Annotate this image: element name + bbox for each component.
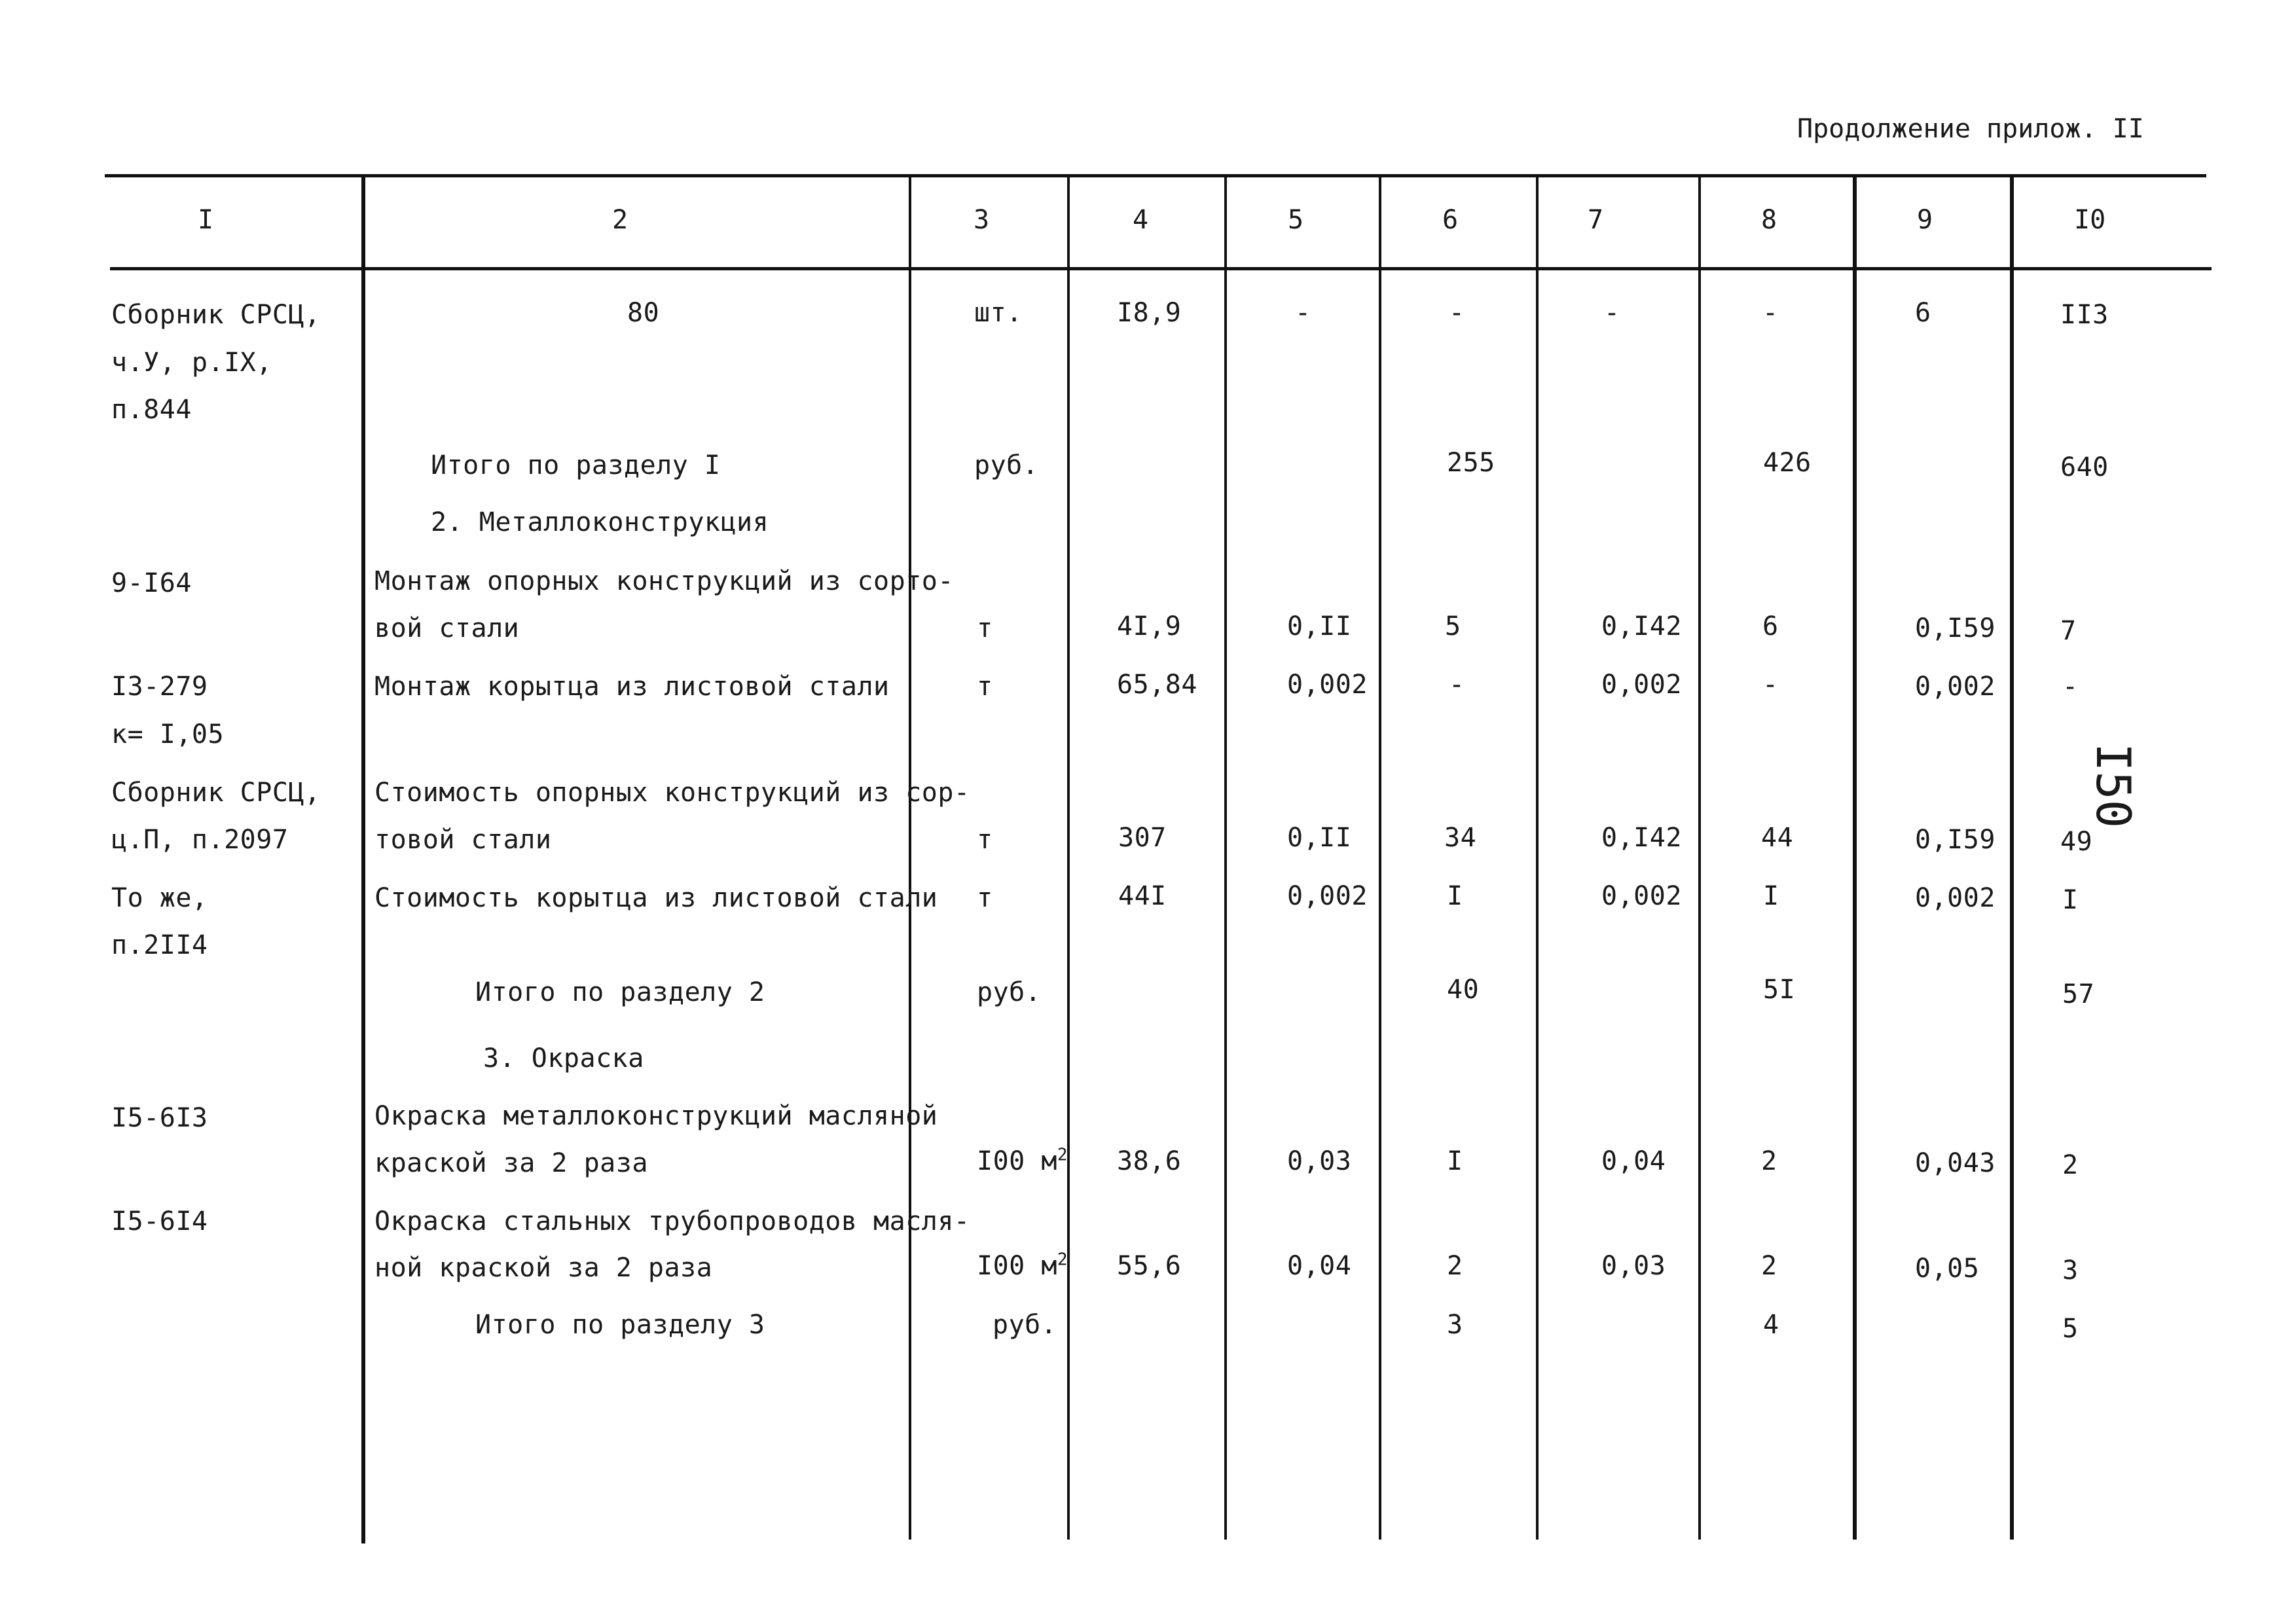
column-header: 7	[1588, 205, 1604, 235]
column-divider	[1067, 174, 1070, 1540]
description-cell: Окраска металлоконструкций масляной	[374, 1101, 938, 1131]
value-cell: 4	[1763, 1310, 1779, 1340]
section-heading: 2. Металлоконструкция	[431, 507, 769, 537]
value-cell: -	[1449, 298, 1465, 328]
value-cell: 0,05	[1915, 1254, 1980, 1284]
value-cell: 2	[1447, 1251, 1463, 1281]
reference-cell: ч.У, р.IX,	[111, 348, 272, 378]
column-divider	[1698, 174, 1701, 1540]
value-cell: 0,03	[1601, 1251, 1666, 1281]
reference-cell: I5-6I3	[111, 1103, 208, 1133]
value-cell: 0,04	[1287, 1251, 1352, 1281]
value-cell: -	[1295, 298, 1311, 328]
value-cell: 0,002	[1287, 881, 1368, 911]
value-cell: -	[1449, 670, 1465, 700]
unit-cell: т	[977, 613, 993, 643]
reference-cell: I5-6I4	[111, 1206, 208, 1236]
subtotal-label: Итого по разделу 3	[475, 1310, 765, 1340]
value-cell: -	[2062, 672, 2079, 702]
value-cell: 0,002	[1915, 672, 1995, 702]
description-cell: Монтаж опорных конструкций из сорто-	[374, 566, 954, 596]
reference-cell: п.844	[111, 395, 192, 425]
unit-text: I00 м	[977, 1251, 1057, 1281]
unit-exponent: 2	[1057, 1145, 1068, 1165]
description-cell: Стоимость опорных конструкций из сор-	[374, 778, 970, 808]
column-header: 8	[1761, 205, 1777, 235]
value-cell: -	[1604, 298, 1620, 328]
value-cell: 3	[1447, 1310, 1463, 1340]
description-cell: 80	[627, 298, 660, 328]
value-cell: 44	[1761, 823, 1794, 853]
unit-cell: т	[977, 672, 993, 702]
value-cell: 5	[2062, 1314, 2079, 1344]
value-cell: 7	[2060, 616, 2077, 646]
value-cell: 0,I42	[1601, 823, 1682, 853]
value-cell: 34	[1444, 823, 1477, 853]
reference-cell: п.2II4	[111, 930, 208, 960]
reference-cell: к= I,05	[111, 719, 225, 749]
value-cell: 0,I59	[1915, 613, 1995, 643]
description-cell: вой стали	[374, 613, 520, 643]
value-cell: 40	[1447, 975, 1480, 1005]
unit-cell: руб.	[977, 977, 1042, 1007]
column-divider	[1853, 174, 1857, 1540]
column-header: 9	[1917, 205, 1933, 235]
column-divider	[2010, 174, 2014, 1540]
value-cell: 640	[2060, 452, 2109, 482]
header-bottom-rule	[110, 267, 2212, 270]
description-cell: Окраска стальных трубопроводов масля-	[374, 1206, 970, 1236]
value-cell: 5I	[1763, 975, 1796, 1005]
value-cell: 0,002	[1915, 883, 1995, 913]
column-divider	[361, 174, 365, 1543]
reference-cell: 9-I64	[111, 568, 192, 598]
value-cell: 44I	[1118, 881, 1167, 911]
value-cell: 4I,9	[1117, 611, 1182, 641]
subtotal-label: Итого по разделу 2	[475, 977, 765, 1007]
description-cell: Монтаж корытца из листовой стали	[374, 672, 890, 702]
value-cell: 6	[1762, 611, 1779, 641]
value-cell: 0,I42	[1601, 611, 1682, 641]
continuation-note: Продолжение прилож. II	[1797, 114, 2144, 144]
column-divider	[1536, 174, 1539, 1540]
reference-cell: То же,	[111, 883, 208, 913]
description-cell: ной краской за 2 раза	[374, 1253, 713, 1283]
value-cell: 2	[1761, 1146, 1777, 1176]
column-header: 4	[1133, 205, 1149, 235]
reference-cell: ц.П, п.2097	[111, 825, 289, 855]
value-cell: -	[1762, 670, 1779, 700]
column-header: 3	[974, 205, 990, 235]
value-cell: 0,03	[1287, 1146, 1352, 1176]
description-cell: Стоимость корытца из листовой стали	[374, 883, 938, 913]
page-number: I50	[2086, 743, 2141, 829]
value-cell: I	[1447, 1146, 1463, 1176]
value-cell: 0,I59	[1915, 825, 1995, 855]
unit-cell: т	[977, 825, 993, 855]
value-cell: 2	[1761, 1251, 1777, 1281]
value-cell: I8,9	[1117, 298, 1182, 328]
column-divider	[1379, 174, 1381, 1540]
reference-cell: Сборник СРСЦ,	[111, 778, 321, 808]
value-cell: 49	[2060, 827, 2093, 857]
column-header: 5	[1288, 205, 1304, 235]
column-divider	[1224, 174, 1227, 1540]
value-cell: 0,04	[1601, 1146, 1666, 1176]
column-header: 2	[612, 205, 629, 235]
table-top-rule	[105, 174, 2206, 177]
value-cell: 255	[1447, 448, 1495, 478]
unit-exponent: 2	[1057, 1250, 1068, 1270]
value-cell: 6	[1915, 298, 1931, 328]
unit-cell: т	[977, 883, 993, 913]
value-cell: I	[2062, 885, 2079, 915]
value-cell: 426	[1763, 448, 1812, 478]
column-header: 6	[1442, 205, 1459, 235]
value-cell: 0,II	[1287, 823, 1352, 853]
subtotal-label: Итого по разделу I	[431, 450, 721, 480]
value-cell: 5	[1445, 611, 1461, 641]
reference-cell: Сборник СРСЦ,	[111, 300, 321, 330]
column-header: I0	[2074, 205, 2106, 235]
unit-text: I00 м	[977, 1146, 1057, 1176]
unit-cell: руб.	[993, 1310, 1057, 1340]
value-cell: 2	[2062, 1150, 2079, 1180]
column-header: I	[198, 205, 214, 235]
value-cell: 0,002	[1601, 670, 1682, 700]
column-divider	[909, 174, 911, 1540]
value-cell: 0,002	[1601, 881, 1682, 911]
unit-cell	[977, 1250, 1068, 1281]
value-cell: 307	[1118, 823, 1167, 853]
value-cell: -	[1762, 298, 1779, 328]
value-cell: 57	[2062, 979, 2095, 1009]
section-heading: 3. Окраска	[483, 1043, 644, 1074]
unit-cell: руб.	[974, 450, 1039, 480]
value-cell: 38,6	[1117, 1146, 1182, 1176]
value-cell: 0,II	[1287, 611, 1352, 641]
value-cell: II3	[2060, 300, 2109, 330]
value-cell: 65,84	[1117, 670, 1197, 700]
unit-cell	[977, 1145, 1068, 1176]
description-cell: краской за 2 раза	[374, 1148, 648, 1178]
value-cell: 55,6	[1117, 1251, 1182, 1281]
unit-cell: шт.	[974, 298, 1023, 328]
value-cell: 0,043	[1915, 1148, 1995, 1178]
value-cell: I	[1447, 881, 1463, 911]
value-cell: 0,002	[1287, 670, 1368, 700]
description-cell: товой стали	[374, 825, 552, 855]
value-cell: I	[1763, 881, 1779, 911]
reference-cell: I3-279	[111, 672, 208, 702]
value-cell: 3	[2062, 1255, 2079, 1286]
